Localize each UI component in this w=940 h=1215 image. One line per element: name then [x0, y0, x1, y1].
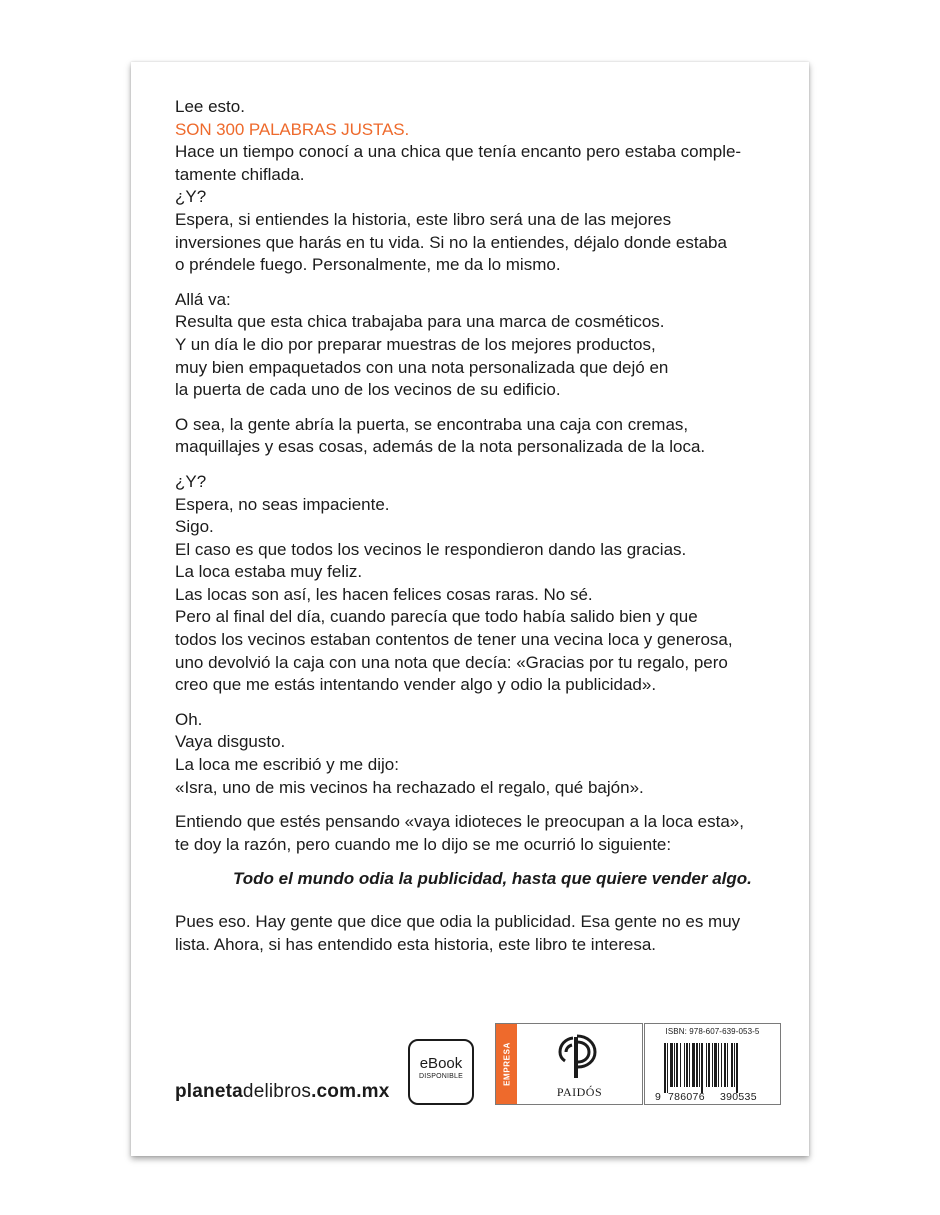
- isbn-label: ISBN: 978-607-639-053-5: [665, 1027, 760, 1036]
- text-line: Espera, no seas impaciente.: [175, 494, 390, 514]
- barcode-digit-group-2: 390535: [720, 1091, 757, 1103]
- text-line: Hace un tiempo conocí a una chica que tenía encanto pero estaba comple-: [175, 142, 742, 162]
- paragraph-1: [175, 141, 775, 277]
- text-line: Sigo.: [175, 517, 214, 537]
- text-line: «Isra, uno de mis vecinos ha rechazado el regalo, qué bajón».: [175, 777, 644, 797]
- barcode-icon: [664, 1043, 764, 1093]
- barcode-box: [644, 1023, 781, 1105]
- text-line: Pero al final del día, cuando parecía que todo había salido bien y que: [175, 607, 698, 627]
- text-line: Oh.: [175, 709, 203, 729]
- ebook-sublabel: DISPONIBLE: [418, 1073, 463, 1080]
- text-line: Entiendo que estés pensando «vaya idioteces le preocupan a la loca esta»,: [175, 812, 744, 832]
- paragraph-4: [175, 471, 775, 697]
- text-line: muy bien empaquetados con una nota personalizada que dejó en: [175, 357, 669, 377]
- text-line: lista. Ahora, si has entendido esta historia, este libro te interesa.: [175, 934, 656, 954]
- barcode-digit-group-1: 786076: [668, 1091, 705, 1103]
- text-line: Y un día le dio por preparar muestras de los mejores productos,: [175, 334, 656, 354]
- publisher-box: [495, 1023, 643, 1105]
- text-line: O sea, la gente abría la puerta, se encontraba una caja con cremas,: [175, 414, 689, 434]
- text-line: ¿Y?: [175, 471, 207, 491]
- text-line: El caso es que todos los vecinos le respondieron dando las gracias.: [175, 539, 687, 559]
- text-line: maquillajes y esas cosas, además de la nota personalizada de la loca.: [175, 437, 706, 457]
- category-label: EMPRESA: [502, 1042, 511, 1086]
- text-line: o préndele fuego. Personalmente, me da lo mismo.: [175, 255, 561, 275]
- paidos-logo-icon: [554, 1032, 600, 1080]
- barcode-digits: [655, 1091, 775, 1103]
- text-line: Las locas son así, les hacen felices cosas raras. No sé.: [175, 584, 593, 604]
- pull-quote: Todo el mundo odia la publicidad, hasta que quiere vender algo.: [233, 869, 752, 889]
- publisher-name: PAIDÓS: [556, 1085, 603, 1099]
- text-line: uno devolvió la caja con una nota que decía: «Gracias por tu regalo, pero: [175, 652, 728, 672]
- back-cover: [131, 62, 809, 1156]
- text-line: La loca me escribió y me dijo:: [175, 755, 399, 775]
- text-line: te doy la razón, pero cuando me lo dijo se me ocurrió lo siguiente:: [175, 834, 672, 854]
- paragraph-5: [175, 709, 775, 799]
- text-line: La loca estaba muy feliz.: [175, 562, 363, 582]
- text-line: Pues eso. Hay gente que dice que odia la publicidad. Esa gente no es muy: [175, 912, 741, 931]
- text-line: Resulta que esta chica trabajaba para una marca de cosméticos.: [175, 312, 665, 332]
- text-line: Vaya disgusto.: [175, 732, 286, 752]
- site-part-bold: planeta: [175, 1081, 243, 1102]
- text-line: Allá va:: [175, 289, 231, 309]
- text-line: ¿Y?: [175, 187, 207, 207]
- ebook-badge: [408, 1039, 474, 1105]
- blurb: [175, 96, 775, 968]
- paragraph-6: [175, 811, 775, 856]
- headline: SON 300 PALABRAS JUSTAS.: [175, 119, 410, 139]
- text-line: Espera, si entiendes la historia, este libro será una de las mejores: [175, 209, 672, 229]
- text-line: tamente chiflada.: [175, 164, 305, 184]
- site-part-regular: delibros: [242, 1081, 312, 1102]
- barcode-digit-prefix: 9: [655, 1091, 661, 1103]
- paragraph-2: [175, 289, 775, 402]
- paragraph-7: [175, 911, 775, 956]
- text-line: la puerta de cada uno de los vecinos de su edificio.: [175, 380, 561, 400]
- text-line: inversiones que harás en tu vida. Si no la entiendes, déjalo donde estaba: [175, 232, 727, 252]
- ebook-label: eBook: [419, 1055, 463, 1072]
- site-part-domain: .com.mx: [311, 1081, 390, 1102]
- text-line: todos los vecinos estaban contentos de tener una vecina loca y generosa,: [175, 630, 733, 650]
- paragraph-3: [175, 414, 775, 459]
- text-line: creo que me estás intentando vender algo y odio la publicidad».: [175, 675, 657, 695]
- intro-line: Lee esto.: [175, 97, 245, 116]
- website-link[interactable]: [175, 1081, 390, 1103]
